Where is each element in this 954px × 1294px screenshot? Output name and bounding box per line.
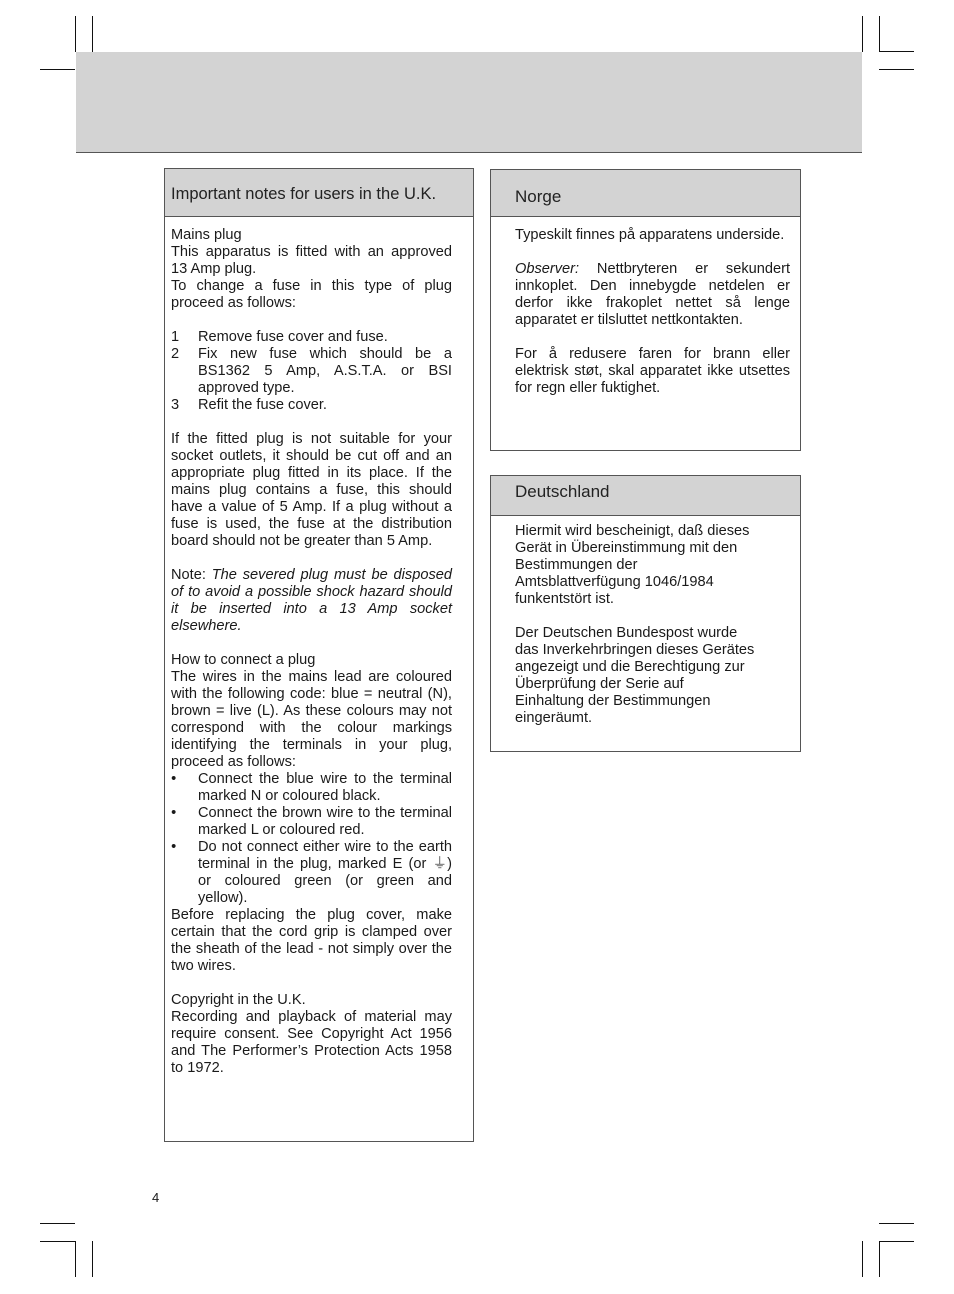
copyright-paragraph: Recording and playback of material may require consent. See Copyright Act 1956 and The Performer’s Protection Acts 1958 to 1972. bbox=[171, 1009, 452, 1076]
uk-notes-body bbox=[165, 217, 473, 1077]
page-number: 4 bbox=[152, 1190, 160, 1205]
deutschland-line: Überprüfung der Serie auf bbox=[515, 676, 684, 692]
header-band bbox=[76, 52, 862, 153]
list-item: 1 Remove fuse cover and fuse. bbox=[171, 329, 388, 345]
crop-mark bbox=[862, 1241, 863, 1277]
note-label: Note: bbox=[171, 567, 206, 583]
deutschland-box bbox=[490, 475, 801, 752]
crop-mark bbox=[879, 69, 914, 70]
deutschland-line: Der Deutschen Bundespost wurde bbox=[515, 625, 738, 641]
copyright-heading: Copyright in the U.K. bbox=[171, 992, 306, 1008]
mains-paragraph: To change a fuse in this type of plug proceed as follows: bbox=[171, 278, 452, 311]
crop-mark bbox=[879, 16, 880, 52]
list-item: • Do not connect either wire to the earth terminal in the plug, marked E (or ⏚) or coloured green (or green and yellow). bbox=[171, 839, 452, 906]
deutschland-line: eingeräumt. bbox=[515, 710, 593, 726]
list-item: • Connect the blue wire to the terminal marked N or coloured black. bbox=[171, 771, 452, 804]
norge-body bbox=[491, 217, 800, 397]
deutschland-line: funkentstört ist. bbox=[515, 591, 614, 607]
connect-paragraph: The wires in the mains lead are coloured with the following code: blue = neutral (N), brown = live (L). As these colours may not correspond with the colour markings identifying the terminals in your plug, proceed as follows: bbox=[171, 669, 452, 770]
deutschland-line: Bestimmungen der bbox=[515, 557, 638, 573]
norge-title: Norge bbox=[491, 170, 800, 217]
deutschland-title: Deutschland bbox=[491, 476, 800, 516]
deutschland-line: angezeigt und die Berechtigung zur bbox=[515, 659, 745, 675]
crop-mark bbox=[862, 16, 863, 52]
mains-paragraph: This apparatus is fitted with an approved 13 Amp plug. bbox=[171, 244, 452, 277]
crop-mark bbox=[40, 1223, 75, 1224]
observer-label: Observer: bbox=[515, 261, 580, 277]
deutschland-line: Amtsblattverfügung 1046/1984 bbox=[515, 574, 714, 590]
norge-box bbox=[490, 169, 801, 451]
connect-heading: How to connect a plug bbox=[171, 652, 316, 668]
mains-heading: Mains plug bbox=[171, 227, 242, 243]
note-text: The severed plug must be disposed of to avoid a possible shock hazard should it be inserted into a 13 Amp socket elsewhere. bbox=[171, 567, 452, 634]
uk-notes-title: Important notes for users in the U.K. bbox=[165, 169, 473, 217]
norge-observer-paragraph bbox=[515, 261, 790, 329]
norge-paragraph: For å redusere faren for brann eller elektrisk støt, skal apparatet ikke utsettes for regn eller fuktighet. bbox=[515, 346, 790, 396]
crop-mark bbox=[879, 1241, 880, 1277]
crop-mark bbox=[92, 1241, 93, 1277]
deutschland-line: Gerät in Übereinstimmung mit den bbox=[515, 540, 738, 556]
crop-mark bbox=[92, 16, 93, 52]
fitted-plug-paragraph: If the fitted plug is not suitable for your socket outlets, it should be cut off and an appropriate plug fitted in its place. If the mains plug contains a fuse, this should have a value of 5 Amp. If a plug without a fuse is used, the fuse at the distribution board should not be greater than 5 Amp. bbox=[171, 431, 452, 549]
uk-notes-box bbox=[164, 168, 474, 1142]
list-item: 3 Refit the fuse cover. bbox=[171, 397, 327, 413]
before-paragraph: Before replacing the plug cover, make certain that the cord grip is clamped over the sheath of the lead - not simply over the two wires. bbox=[171, 907, 452, 974]
crop-mark bbox=[75, 16, 76, 52]
norge-paragraph: Typeskilt finnes på apparatens underside. bbox=[515, 227, 785, 243]
deutschland-body bbox=[491, 516, 800, 727]
crop-mark bbox=[879, 1241, 914, 1242]
deutschland-line: das Inverkehrbringen dieses Gerätes bbox=[515, 642, 755, 658]
crop-mark bbox=[75, 1241, 76, 1277]
note-paragraph bbox=[171, 567, 452, 635]
crop-mark bbox=[879, 51, 914, 52]
list-item: • Connect the brown wire to the terminal marked L or coloured red. bbox=[171, 805, 452, 838]
observer-text: Nettbryteren er sekundert innkoplet. Den innebygde netdelen er derfor ikke frakoplet nettet så lenge apparatet er tilsluttet nettkontakten. bbox=[515, 261, 790, 328]
deutschland-line: Einhaltung der Bestimmungen bbox=[515, 693, 711, 709]
crop-mark bbox=[40, 69, 75, 70]
crop-mark bbox=[879, 1223, 914, 1224]
deutschland-line: Hiermit wird bescheinigt, daß dieses bbox=[515, 523, 750, 539]
list-item: 2 Fix new fuse which should be a BS1362 5 Amp, A.S.T.A. or BSI approved type. bbox=[171, 346, 452, 396]
crop-mark bbox=[40, 1241, 75, 1242]
